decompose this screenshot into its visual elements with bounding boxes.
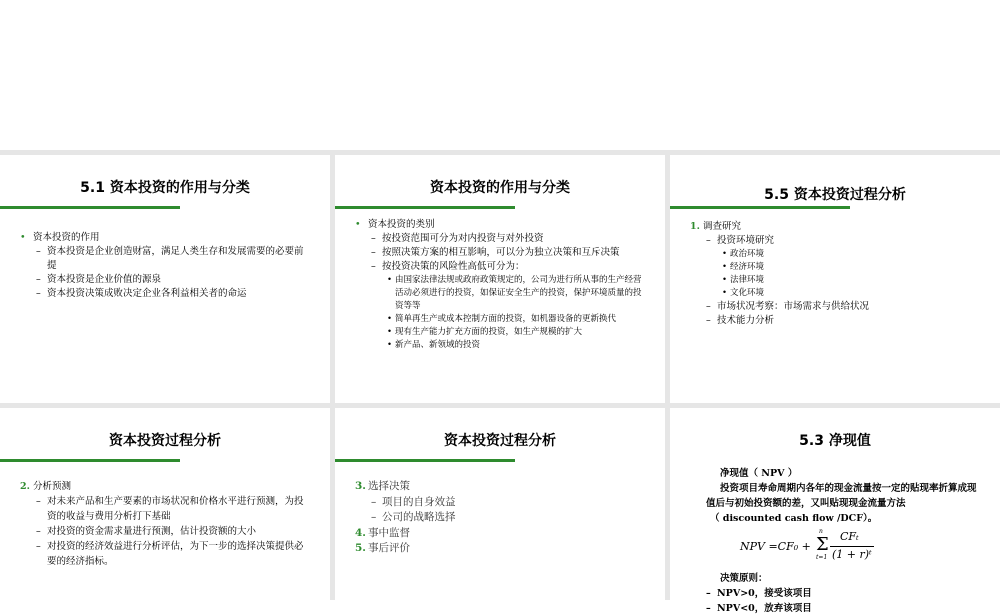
- list-item: • 简单再生产或成本控制方面的投资，如机器设备的更新换代: [387, 314, 617, 324]
- list-item: • 由国家法律法规或政府政策规定的，公司为进行所从事的生产经营活动必须进行的投资，如保证安全生产的投资，保护环境质量的投资等等: [387, 275, 642, 311]
- list-item: • 资本投资的类别: [355, 219, 435, 230]
- list-item: – 资本投资决策成败决定企业各利益相关者的命运: [36, 288, 247, 299]
- slide-title: 资本投资的作用与分类: [430, 180, 570, 196]
- slide-title: 5.3 净现值: [799, 433, 871, 449]
- title-underline: [335, 206, 515, 209]
- list-item: 5. 事后评价: [355, 542, 410, 554]
- list-item: 2. 分析预测: [20, 481, 72, 492]
- list-item: • 政治环境: [722, 249, 765, 259]
- npv-heading: 净现值（ NPV ）: [720, 468, 798, 479]
- list-item: 4. 事中监督: [355, 526, 410, 539]
- slide-title: 资本投资过程分析: [444, 433, 556, 449]
- list-item: • 新产品、新领域的投资: [387, 340, 481, 350]
- slide-title: 5.5 资本投资过程分析: [764, 187, 906, 203]
- slide-3[interactable]: [670, 155, 1000, 403]
- list-item: 1. 调查研究: [690, 221, 742, 232]
- slide-2[interactable]: [335, 155, 665, 403]
- decision-rules: [670, 571, 1000, 616]
- slide-6[interactable]: 5.3 净现值 净现值（ NPV ） 投资项目寿命周期内各年的现金流量按一定的贴现率折算成现值后与初始投资额的差，又叫贴现现金流量方法 （ discounted cash flow /DCF）。 NPV =CF₀ + n Σ t=1 CFₜ (1 + r)ᵗ 决策原则： – NPV>0，接受该项目 – NPV<0，放弃该项目: [670, 408, 1000, 600]
- list-item: – 对投资的资金需求量进行预测，估计投资额的大小: [36, 526, 257, 537]
- list-item: • 法律环境: [722, 275, 765, 285]
- slide-4[interactable]: [0, 408, 330, 600]
- list-item: • 资本投资的作用: [20, 232, 100, 243]
- list-item: – 按照决策方案的相互影响，可以分为独立决策和互斥决策: [371, 247, 620, 258]
- rule-heading: 决策原则：: [720, 573, 768, 584]
- title-underline: [0, 459, 180, 462]
- list-item: • 经济环境: [722, 262, 765, 272]
- list-item: – 按投资决策的风险性高低可分为：: [371, 261, 525, 272]
- title-underline: [335, 459, 515, 462]
- list-item: – 资本投资是企业创造财富，满足人类生存和发展需要的必要前提: [36, 246, 304, 271]
- list-item: – 公司的战略选择: [371, 511, 456, 523]
- slide-5[interactable]: [335, 408, 665, 600]
- slide-body: [335, 218, 665, 352]
- title-underline: [670, 206, 850, 209]
- list-item: 3. 选择决策: [355, 480, 410, 492]
- blank-area: [0, 0, 1000, 150]
- slide-body: [0, 479, 330, 569]
- slide-body: [670, 220, 1000, 328]
- npv-definition: 投资项目寿命周期内各年的现金流量按一定的贴现率折算成现值后与初始投资额的差，又叫贴现现金流量方法: [706, 483, 977, 509]
- list-item: • 文化环境: [722, 288, 765, 298]
- list-item: – 对未来产品和生产要素的市场状况和价格水平进行预测，为投资的收益与费用分析打下基础: [36, 496, 304, 522]
- list-item: – 按投资范围可分为对内投资与对外投资: [371, 233, 544, 244]
- list-item: – NPV>0，接受该项目: [706, 588, 812, 599]
- slide-title: 5.1 资本投资的作用与分类: [80, 180, 250, 196]
- list-item: – 技术能力分析: [706, 315, 775, 326]
- slide-body: [0, 231, 330, 301]
- list-item: – 投资环境研究: [706, 235, 775, 246]
- list-item: – NPV<0，放弃该项目: [706, 603, 812, 614]
- list-item: – 资本投资是企业价值的源泉: [36, 274, 162, 285]
- slide-body: [670, 466, 1000, 526]
- list-item: • 现有生产能力扩充方面的投资，如生产规模的扩大: [387, 327, 583, 337]
- list-item: – 对投资的经济效益进行分析评估，为下一步的选择决策提供必要的经济指标。: [36, 541, 304, 567]
- list-item: – 项目的自身效益: [371, 495, 456, 508]
- npv-definition-cont: （ discounted cash flow /DCF）。: [710, 513, 878, 524]
- slide-title: 资本投资过程分析: [109, 433, 221, 449]
- slide-1[interactable]: [0, 155, 330, 403]
- slide-body: [335, 479, 665, 557]
- title-underline: [0, 206, 180, 209]
- list-item: – 市场状况考察：市场需求与供给状况: [706, 301, 870, 312]
